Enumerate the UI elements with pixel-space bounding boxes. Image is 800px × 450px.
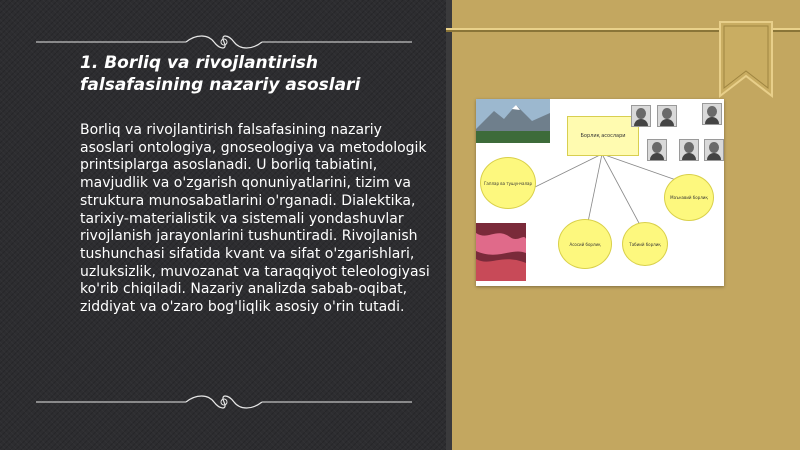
panel-divider	[446, 0, 452, 450]
philosopher-portrait-icon	[657, 105, 677, 127]
philosopher-portrait-icon	[631, 105, 651, 127]
philosopher-portrait-icon	[647, 139, 667, 161]
diagram-node: Маънавий борлиқ	[664, 174, 714, 221]
diagram-node: Асосий борлиқ	[558, 219, 612, 269]
diagram-node: Табиий борлиқ	[622, 222, 668, 266]
slide-title: 1. Borliq va rivojlantirish falsafasining nazariy asoslari	[80, 53, 361, 95]
slide-body-text: Borliq va rivojlantirish falsafasining nazariy asoslari ontologiya, gnoseologiya va metodologik printsiplarga asoslanadi. U borliq tabiatini, mavjudlik va o'zgarish qonuniyatlarini, tizim va struktura munosabatlarini o'rganadi. Dialektika, tarixiy-materialistik va sistemali yondashuvlar rivojlanish jarayonlarini tushuntiradi. Rivojlanish tushunchasi sifatida kvant va sifat o'zgarishlari, uzluksizlik, muvozanat va taraqqiyot teleologiyasi ko'rib chiqiladi. Nazariy analizda sabab-oqibat, ziddiyat va o'zaro bog'liqlik asosiy o'rin tutadi.	[80, 122, 430, 316]
ornament-divider-bottom-icon	[36, 392, 412, 412]
bookmark-ribbon-icon	[716, 20, 776, 100]
philosopher-portrait-icon	[704, 139, 724, 161]
diagram-node: Гаплар ва тушунчалар	[480, 157, 536, 209]
diagram-root-box: Борлиқ асослари	[567, 116, 639, 156]
philosopher-portrait-icon	[679, 139, 699, 161]
ornament-divider-top-icon	[36, 32, 412, 52]
philosopher-portrait-icon	[702, 103, 722, 125]
concept-diagram-image	[476, 99, 724, 286]
